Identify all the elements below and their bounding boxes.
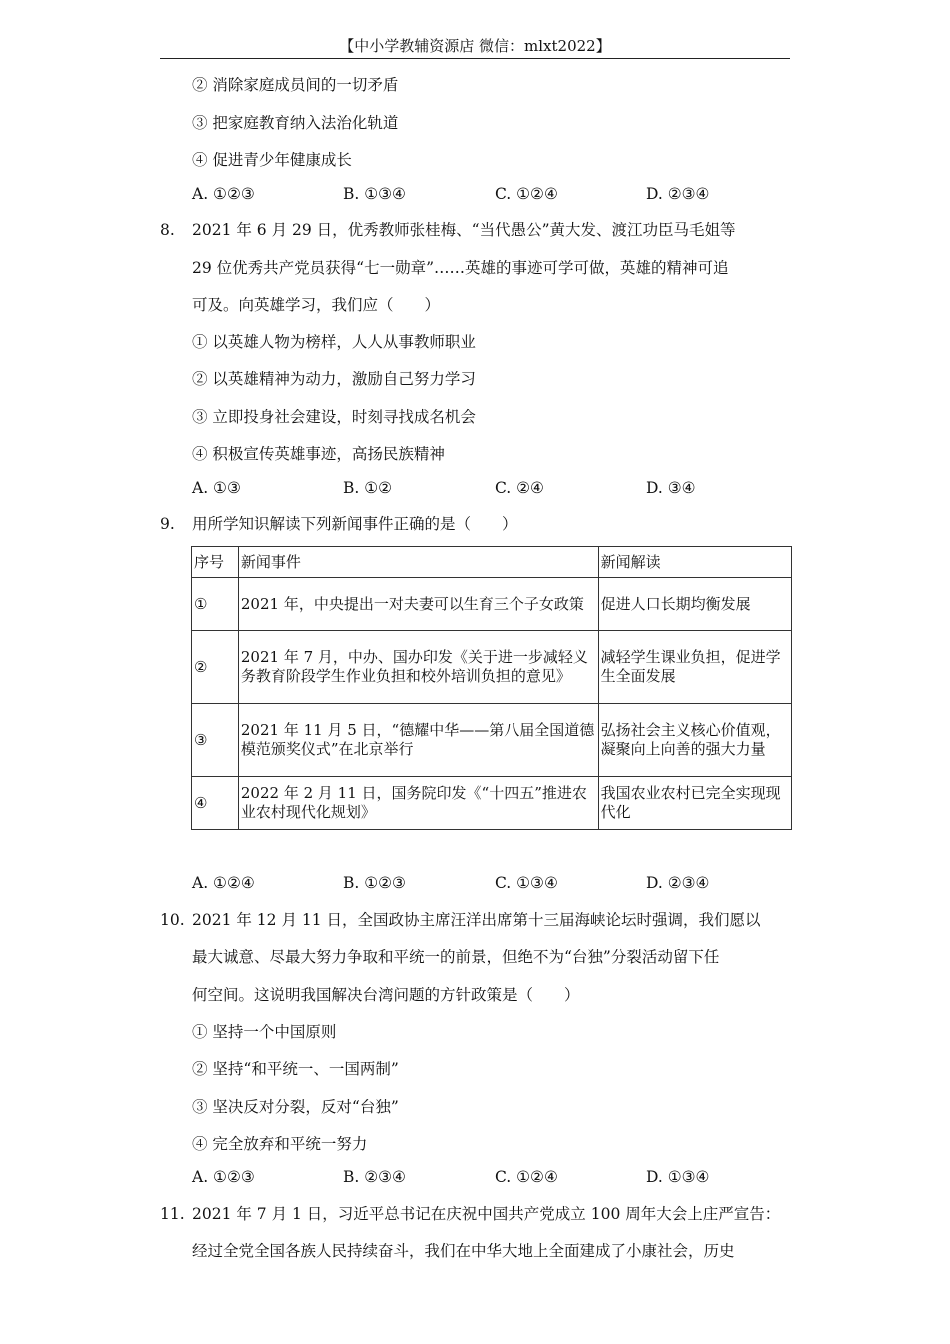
q10-choice-b: B. ②③④	[343, 1168, 406, 1186]
header-divider	[160, 58, 790, 59]
q10-choice-d: D. ①③④	[646, 1168, 710, 1186]
q10-choice-c: C. ①②④	[495, 1168, 558, 1186]
news-row-no: ①	[192, 578, 239, 631]
q9-choice-a: A. ①②④	[192, 874, 255, 892]
q8-choice-b: B. ①②	[343, 479, 393, 497]
q10-choice-a: A. ①②③	[192, 1168, 255, 1186]
q10-option-3: ③ 坚决反对分裂，反对“台独”	[192, 1098, 399, 1116]
q8-choice-a: A. ①③	[192, 479, 241, 497]
q10-option-1: ① 坚持一个中国原则	[192, 1023, 337, 1041]
q7-choice-c: C. ①②④	[495, 185, 558, 203]
q7-choice-a: A. ①②③	[192, 185, 255, 203]
q7-option-4: ④ 促进青少年健康成长	[192, 151, 352, 169]
news-row-reading: 弘扬社会主义核心价值观，凝聚向上向善的强大力量	[598, 704, 791, 777]
q10-stem-line-2: 最大诚意、尽最大努力争取和平统一的前景，但绝不为“台独”分裂活动留下任	[192, 948, 720, 966]
q9-stem: 用所学知识解读下列新闻事件正确的是（ ）	[192, 515, 518, 533]
q10-option-4: ④ 完全放弃和平统一努力	[192, 1135, 368, 1153]
news-row-event: 2022 年 2 月 11 日，国务院印发《“十四五”推进农业农村现代化规划》	[238, 777, 598, 830]
news-row-event: 2021 年 7 月，中办、国办印发《关于进一步减轻义务教育阶段学生作业负担和校外培训负担的意见》	[238, 631, 598, 704]
q9-choice-c: C. ①③④	[495, 874, 558, 892]
q10-number: 10.	[160, 911, 185, 929]
q11-stem-line-2: 经过全党全国各族人民持续奋斗，我们在中华大地上全面建成了小康社会，历史	[192, 1242, 735, 1260]
table-row	[192, 631, 792, 704]
q9-choice-d: D. ②③④	[646, 874, 710, 892]
news-row-no: ③	[192, 704, 239, 777]
q8-option-2: ② 以英雄精神为动力，激励自己努力学习	[192, 370, 476, 388]
q8-option-4: ④ 积极宣传英雄事迹，高扬民族精神	[192, 445, 445, 463]
q10-stem-line-1: 2021 年 12 月 11 日，全国政协主席汪洋出席第十三届海峡论坛时强调，我们愿以	[192, 911, 761, 929]
table-row	[192, 704, 792, 777]
q8-choice-d: D. ③④	[646, 479, 696, 497]
q10-stem-line-3: 何空间。这说明我国解决台湾问题的方针政策是（ ）	[192, 986, 580, 1004]
news-row-no: ④	[192, 777, 239, 830]
page-header: 【中小学教辅资源店 微信：mlxt2022】	[339, 37, 611, 55]
q8-option-1: ① 以英雄人物为榜样，人人从事教师职业	[192, 333, 476, 351]
q10-option-2: ② 坚持“和平统一、一国两制”	[192, 1060, 399, 1078]
q8-stem-line-1: 2021 年 6 月 29 日，优秀教师张桂梅、“当代愚公”黄大发、渡江功臣马毛姐等	[192, 221, 736, 239]
news-table	[191, 546, 792, 830]
q7-option-2: ② 消除家庭成员间的一切矛盾	[192, 76, 399, 94]
q8-choice-c: C. ②④	[495, 479, 544, 497]
news-table-header-event: 新闻事件	[238, 547, 598, 578]
q8-stem-line-2: 29 位优秀共产党员获得“七一勋章”……英雄的事迹可学可做，英雄的精神可追	[192, 259, 729, 277]
q11-number: 11.	[160, 1205, 185, 1223]
news-row-event: 2021 年 11 月 5 日，“德耀中华——第八届全国道德模范颁奖仪式”在北京举行	[238, 704, 598, 777]
table-row	[192, 777, 792, 830]
q7-choice-d: D. ②③④	[646, 185, 710, 203]
q9-number: 9.	[160, 515, 175, 533]
news-row-reading: 减轻学生课业负担，促进学生全面发展	[598, 631, 791, 704]
news-table-header-row	[192, 547, 792, 578]
q8-stem-line-3: 可及。向英雄学习，我们应（ ）	[192, 296, 441, 314]
news-table-header-reading: 新闻解读	[598, 547, 791, 578]
news-row-reading: 我国农业农村已完全实现现代化	[598, 777, 791, 830]
news-row-reading: 促进人口长期均衡发展	[598, 578, 791, 631]
q7-choice-b: B. ①③④	[343, 185, 406, 203]
q11-stem-line-1: 2021 年 7 月 1 日，习近平总书记在庆祝中国共产党成立 100 周年大会上庄严宣告：	[192, 1205, 781, 1223]
news-row-event: 2021 年，中央提出一对夫妻可以生育三个子女政策	[238, 578, 598, 631]
news-table-header-no: 序号	[192, 547, 239, 578]
q8-option-3: ③ 立即投身社会建设，时刻寻找成名机会	[192, 408, 476, 426]
table-row	[192, 578, 792, 631]
q9-choice-b: B. ①②③	[343, 874, 406, 892]
q8-number: 8.	[160, 221, 175, 239]
q7-option-3: ③ 把家庭教育纳入法治化轨道	[192, 114, 399, 132]
news-row-no: ②	[192, 631, 239, 704]
